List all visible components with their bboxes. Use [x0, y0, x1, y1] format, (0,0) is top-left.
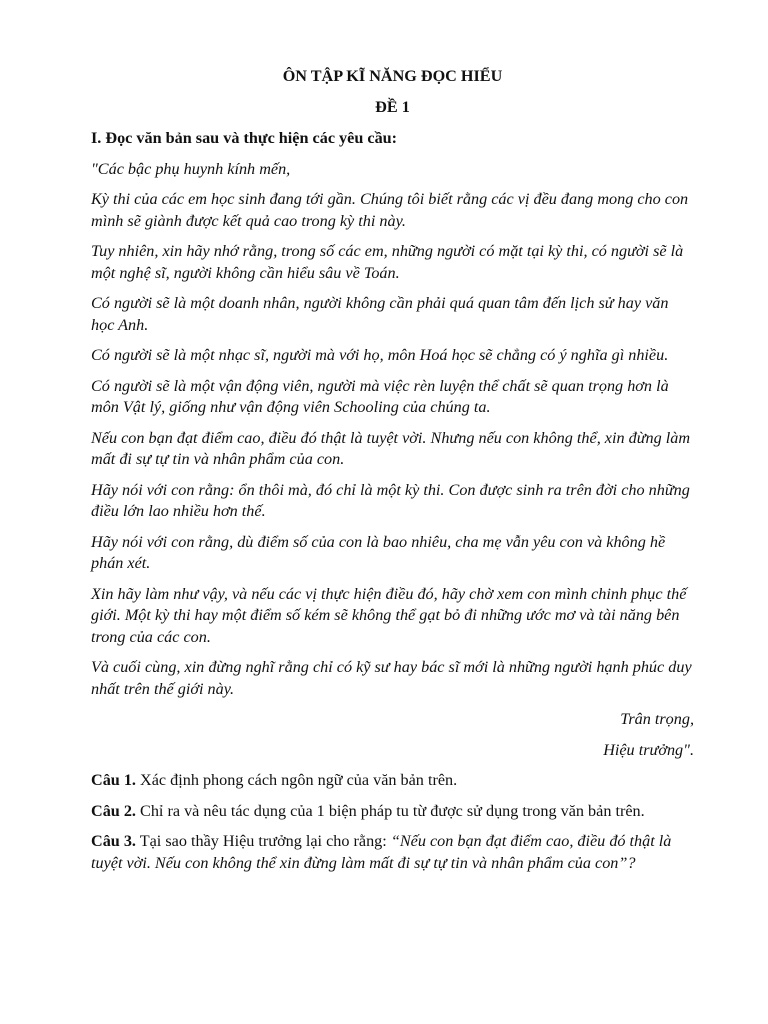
- letter-signature: Hiệu trưởng".: [603, 740, 694, 759]
- question-label: Câu 3.: [91, 832, 136, 850]
- passage-paragraph: Tuy nhiên, xin hãy nhớ rằng, trong số các em, những người có mặt tại kỳ thi, có người sẽ là một nghệ sĩ, người không cần hiểu sâu về Toán.: [91, 242, 684, 282]
- question-3: [91, 831, 694, 874]
- section-heading: I. Đọc văn bản sau và thực hiện các yêu cầu:: [91, 129, 398, 147]
- question-end: ?: [627, 853, 636, 872]
- question-label: Câu 2.: [91, 801, 136, 820]
- passage-paragraph: Hãy nói với con rằng: ổn thôi mà, đó chỉ là một kỳ thi. Con được sinh ra trên đời cho những điều lớn lao nhiều hơn thế.: [91, 480, 690, 520]
- question-label: Câu 1.: [91, 771, 136, 789]
- letter-closing: Trân trọng,: [620, 710, 694, 728]
- passage-paragraph: Có người sẽ là một vận động viên, người mà việc rèn luyện thể chất sẽ quan trọng hơn là môn Vật lý, giống như vận động viên Schooling của chúng ta.: [91, 376, 669, 416]
- question-1: [91, 770, 694, 792]
- question-2: [91, 801, 694, 823]
- passage-paragraph: Có người sẽ là một doanh nhân, người không cần phải quá quan tâm đến lịch sử hay văn học Anh.: [91, 294, 669, 334]
- passage-paragraph: Kỳ thi của các em học sinh đang tới gần. Chúng tôi biết rằng các vị đều đang mong cho con mình sẽ giành được kết quả cao trong kỳ thi này.: [91, 190, 689, 230]
- passage-paragraph: Xin hãy làm như vậy, và nếu các vị thực hiện điều đó, hãy chờ xem con mình chinh phục thế giới. Một kỳ thi hay một điểm số kém sẽ không thể gạt bỏ đi những ước mơ và tài năng bên trong của các con.: [91, 584, 687, 646]
- passage-paragraph: Hãy nói với con rằng, dù điểm số của con là bao nhiêu, cha mẹ vẫn yêu con và không hề phán xét.: [91, 532, 666, 572]
- question-quote: “Nếu con bạn đạt điểm cao, điều đó thật là tuyệt vời. Nếu con không thể xin đừng làm mất đi sự tự tin và nhân phẩm của con”: [91, 832, 672, 872]
- passage-paragraph: Và cuối cùng, xin đừng nghĩ rằng chỉ có kỹ sư hay bác sĩ mới là những người hạnh phúc duy nhất trên thế giới này.: [91, 658, 692, 698]
- passage-paragraph: "Các bậc phụ huynh kính mến,: [91, 159, 291, 178]
- passage-paragraph: Nếu con bạn đạt điểm cao, điều đó thật là tuyệt vời. Nhưng nếu con không thể, xin đừng làm mất đi sự tự tin và nhân phẩm của con.: [91, 428, 691, 468]
- passage-paragraph: Có người sẽ là một nhạc sĩ, người mà với họ, môn Hoá học sẽ chẳng có ý nghĩa gì nhiều.: [91, 346, 669, 364]
- question-text: Xác định phong cách ngôn ngữ của văn bản trên.: [135, 771, 458, 789]
- document-page: [91, 66, 694, 883]
- question-text: Chỉ ra và nêu tác dụng của 1 biện pháp tu từ được sử dụng trong văn bản trên.: [135, 801, 645, 820]
- document-title: ÔN TẬP KĨ NĂNG ĐỌC HIỂU: [282, 67, 503, 85]
- question-text: Tại sao thầy Hiệu trưởng lại cho rằng:: [135, 832, 391, 850]
- document-subtitle: ĐỀ 1: [375, 98, 410, 116]
